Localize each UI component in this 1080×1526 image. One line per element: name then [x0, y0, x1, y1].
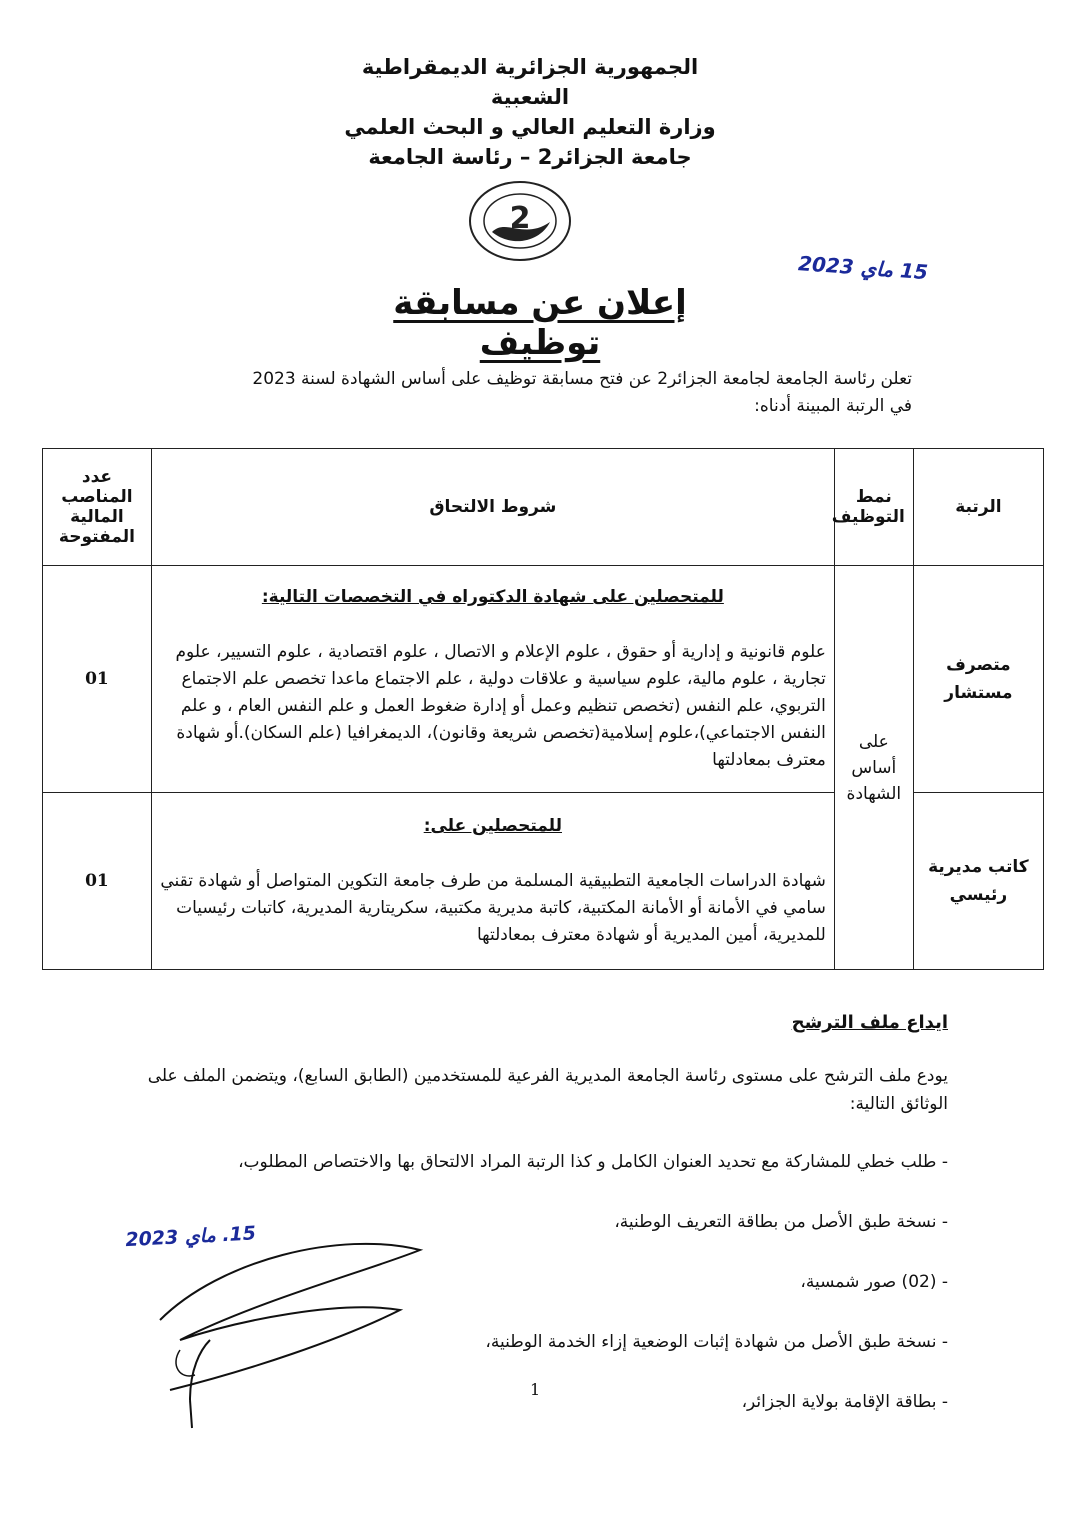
conditions-body: شهادة الدراسات الجامعية التطبيقية المسلمة من طرف جامعة التكوين المتواصل أو شهادة تقني سامي في الأمانة أو الأمانة المكتبية، كاتبة مديرية مكتبية، سكريتارية المديرية، كاتبات رئيسيات للمديرية، أمين المديرية أو شهادة معترف بمعادلتها	[160, 871, 826, 945]
stamp-date-top: 15 ماي 2023	[797, 251, 929, 285]
intro-line-1: تعلن رئاسة الجامعة لجامعة الجزائر2 عن فتح مسابقة توظيف على أساس الشهادة لسنة 2023	[252, 369, 912, 389]
row-conditions	[151, 793, 834, 970]
header-conditions: شروط الالتحاق	[151, 449, 834, 566]
list-item: - (02) صور شمسية،	[800, 1272, 948, 1292]
signature-mark	[140, 1200, 440, 1430]
intro-paragraph	[152, 366, 912, 420]
conditions-heading: للمتحصلين على شهادة الدكتوراه في التخصصات التالية:	[261, 587, 724, 607]
page-number: 1	[530, 1380, 541, 1399]
section-title: ايداع ملف الترشح	[791, 1012, 948, 1033]
header-mode: نمط التوظيف	[834, 449, 913, 566]
header-university: جامعة الجزائر2 – رئاسة الجامعة	[368, 145, 692, 169]
svg-text:2: 2	[509, 201, 531, 236]
list-item: - نسخة طبق الأصل من بطاقة التعريف الوطنية،	[614, 1212, 948, 1232]
table-row	[43, 566, 1044, 793]
conditions-heading: للمتحصلين على:	[423, 816, 562, 836]
stamp-date-bottom: 15. ماي 2023	[124, 1222, 257, 1252]
row-rank: كاتب مديرية رئيسي	[913, 793, 1043, 970]
header-positions: عدد المناصب المالية المفتوحة	[43, 449, 152, 566]
table-header-row	[43, 449, 1044, 566]
intro-line-2: في الرتبة المبينة أدناه:	[754, 396, 912, 416]
list-item: - طلب خطي للمشاركة مع تحديد العنوان الكامل و كذا الرتبة المراد الالتحاق بها والاختصاص المطلوب،	[238, 1152, 948, 1172]
row-positions: 01	[43, 566, 152, 793]
list-item: - بطاقة الإقامة بولاية الجزائر،	[741, 1392, 948, 1412]
page-title: إعلان عن مسابقة توظيف	[393, 283, 687, 363]
row-conditions	[151, 566, 834, 793]
list-item: - نسخة طبق الأصل من شهادة إثبات الوضعية إزاء الخدمة الوطنية،	[485, 1332, 948, 1352]
university-logo	[466, 178, 574, 264]
header-republic: الجمهورية الجزائرية الديمقراطية الشعبية	[361, 55, 699, 109]
header-ministry: وزارة التعليم العالي و البحث العلمي	[344, 115, 716, 139]
conditions-body: علوم قانونية و إدارية أو حقوق ، علوم الإعلام و الاتصال ، علوم اقتصادية ، علوم التسيير، علوم تجارية ، علوم مالية، علوم سياسية و علاقات دولية ، علم الاجتماع ماعدا تخصص علم الاجتماع التربوي، علم النفس (تخصص تنظيم وعمل أو إدارة ضغوط العمل و علم النفس العام ، و علم النفس الاجتماعي)،علوم إسلامية(تخصص شريعة وقانون)، الديمغرافيا (علم السكان).أو شهادة معترف بمعادلتها	[175, 642, 826, 770]
recruitment-mode: على أساس الشهادة	[834, 566, 913, 970]
row-positions: 01	[43, 793, 152, 970]
document-header	[320, 52, 740, 172]
header-rank: الرتبة	[913, 449, 1043, 566]
deposit-paragraph: يودع ملف الترشح على مستوى رئاسة الجامعة المديرية الفرعية للمستخدمين (الطابق السابع)، ويتضمن الملف على الوثائق التالية:	[147, 1066, 948, 1114]
row-rank: متصرف مستشار	[913, 566, 1043, 793]
positions-table	[42, 448, 1044, 970]
